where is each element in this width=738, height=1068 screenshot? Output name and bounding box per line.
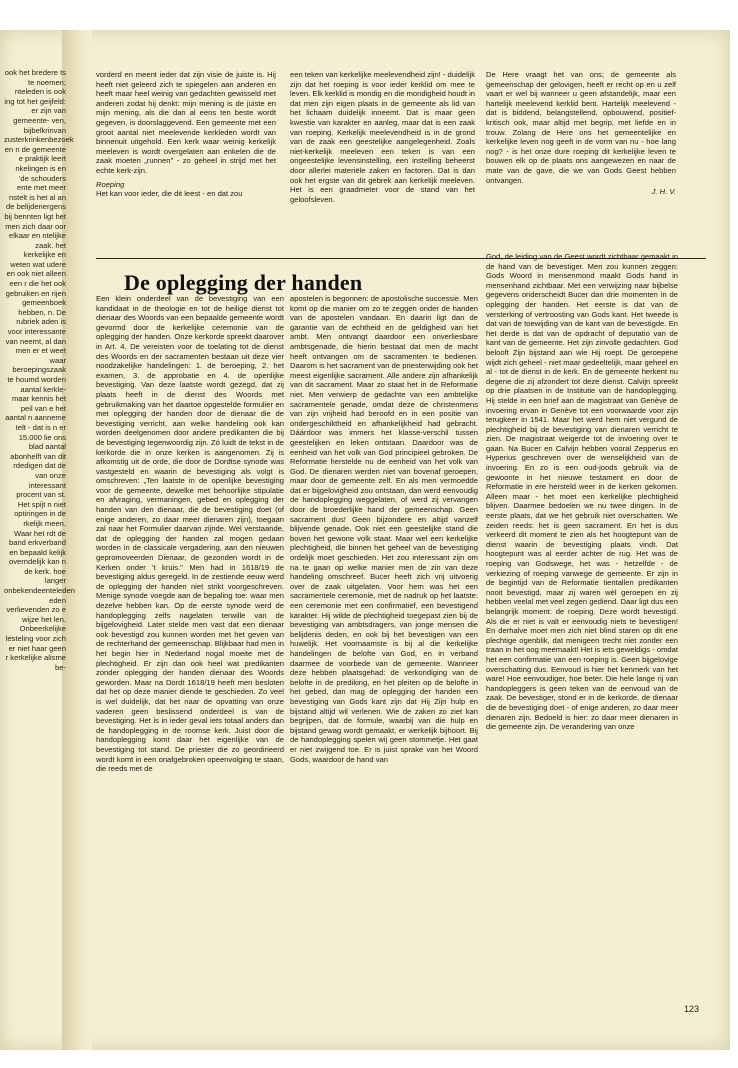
signature: J. H. V. bbox=[651, 187, 676, 197]
magazine-page bbox=[0, 30, 730, 1050]
article-column-3 bbox=[486, 252, 678, 1010]
top-column-2-text: een teken van kerkelijke meelevendheid zijn! - duidelijk zijn dat het roeping is voor ieder kerklid om mee te leven. Elk kerklid is mondig en die mondigheid houdt in dat men zijn eigen plaats in de gemeente als lid van het lichaam duidelijk inneemt. Dat is maar geen kwestie van karakter en aanleg, maar dat is een zaak van roeping. Kerkelijk meelevendheid is in de grond van de zaak een geestelijke aangelegenheid. Zoals niet-kerkelijk meeleven een teken is van een ongeestelijke levensinstelling, een instelling beheerst door allerlei materiële zaken en factoren. Dat is dan ook het ergste van dit gebrek aan kerkelijk meeleven. Het is een graadmeter voor de stand van het geloofsleven. bbox=[290, 70, 475, 204]
article-column-2 bbox=[290, 294, 478, 1010]
facing-page-text-body: ook het bredere ts te noemen; nteleden is ook ing tot het geijfeld: er zijn van gemeente- ven, bijbelkrinvan zusterkrinkenbezoek en n de gemeente e praktijk leert nkelingen is en 'de schouders ente met meer nstelt is het al an de belijdenergens bij bennten ligt het men zich daar oor elkaar en ntelijke zaak. het kerkelijke en weten wat udere en ook niet alleen een r die het ook gebruiken en rijen gemeenboek hebben, n. De rubriek aden is voor interessante van neemt, al dan men er et weet waar beroepingszaak te houmd worden aantal kerkle- maar kennis het peil van e het aantal n aanneme telt - dat is n er 15.000 lie ons blad aantal abonhelft van dit rdedigen dat de van onze interessant procent van st. Het spijt n niet optiringen in de rkelijk meen. Waar het rdt de band erkverband en bepaald kelijk overndelijk kan n de kerk. hoe langer onbekendeenteleden eden verlievenden zo e wijze het len. Onbeerkelijke lesteling voor zich er niet haar geen r kerkelijke alisme be- bbox=[4, 68, 75, 672]
page-number: 123 bbox=[684, 1004, 700, 1014]
article-column-1-text: Een klein onderdeel van de bevestiging van een kandidaat in de theologie en tot de heilige dienst tot dienaar des Woords van een bepaalde gemeente wordt gevormd door de kerkelijke ceremonie van de oplegging der handen. Onze kerkorde spreekt daarover in Art. 4. De vereisten voor de toelating tot de dienst des Woords en der sacramenten bestaan uit deze vier noodzakelijke handelingen: 1. de beroeping, 2. het examen, 3. de approbatie en 4. de openlijke bevestiging. Van deze laatste wordt gezegd, dat zij plaats heeft in de dienst des Woords met gebruikmaking van het daartoe opgestelde formulier en met oplegging der handen door de dienaar die de bevestiging verricht, aan welke handeling ook kan worden deelgenomen door andere predikanten die bij de bevestiging tegenwoordig zijn. Zó luidt de tekst in de kerkorde die in onze kerken is aangenomen. Zij is afkomstig uit de orde, die door de Dordtse synode was vastgesteld en waarin de bevestiging als volgt is omschreven: „Ten laatste in de openlijke bevestiging voor de gemeente, dewelke met behoorlijke stipulatie en afvraging, vermaningen, gebed en oplegging der handen van den dienaar, die de bevestiging doet (of enige anderen, zo daar meer dienaren zijn), toegaan zal naar het Formulier daarvan zijnde. Wel verstaande, dat de oplegging der handen zal mogen gedaan worden in de classicale vergadering, aan den nieuwen gepromoveerden Dienaar, de gezonden wordt in de Kerken onder 't kruis.'' Men had in 1618/19 de bevestiging aldus geregeld. In de zestiende eeuw werd de oplegging der handen niet strikt voorgeschreven. Menige synode voegde aan de bepaling toe: waar men dezelve hebben kan. Op de eerste synode werd de handoplegging zelfs nagelaten terwille van de bijgelovigheid. Later stelde men vast dat een dienaar ook bevestigd zou kunnen worden met het geven van de rechterhand der gemeenschap. Blijkbaar had men in het begin hier in Nederland nogal moeite met de plechtigheid. Er zijn dan ook heel wat predikanten zonder oplegging der handen dienaar des Woords geworden. Maar na Dordt 1618/19 heeft men besloten dat het op deze manier diende te geschieden. Zo veel is wel duidelijk, dat het naar de opvatting van onze vaderen geen beslissend onderdeel is van de bevestiging. Het is in ieder geval iets totaal anders dan de handoplegging in de roomse kerk. Juist door die handoplegging komt daar het eigenlijke van de bevestiging tot stand. De priester die zo geordineerd wordt komt in een onafgebroken opeenvolging te staan, die reeds met de bbox=[96, 294, 284, 774]
article-column-2-text: apostelen is begonnen: de apostolische successie. Men komt op die manier om zo te zeggen onder de handen van de apostelen vandaan. En daarin ligt dan de garantie van de echtheid en de geldigheid van het ambt. Men ontvangt daardoor een onverliesbare ambtsgenade, die hierin bestaat dat men de macht heeft ontvangen om de sacramenten te bedienen. Daarom is het sacrament van de priesterwijding ook het meest eigenlijke sacrament. Alle andere zijn afhankelijk van dit sacrament. Maar zo staat het in de Reformatie niet. Men verwierp de gedachte van een ambtelijke sacramentele genade, omdat deze de christenmens van zijn vrijheid had beroofd en in een positie van ondergeschiktheid en afhankelijkheid had gebracht. Dáárdoor was immers het klasse-verschil tussen geestelijken en leken ontstaan. Daardoor was de eenheid van het volk van God principieel gebroken. De Reformatie herstelde nu de eenheid van het volk van God. De dienaren werden niet van bovenaf geroepen, maar door de gemeente zelf. En als men vermoedde dat er bijgelovigheid zou ontstaan, dan werd eenvoudig de handoplegging weggelaten, of werd zij vervangen door de broederlijke hand der gemeenschap. Geen sacrament dus! Geen bijzondere en altijd vanzelf blijvende genade. Ook niet een geestelijke stand die boven het gewone volk staat. Maar wel een kerkelijke plechtigheid, die binnen het geheel van de bevestiging ordelijk moet geschieden. Het zou interessant zijn om na te gaan op welke manier men de zin van deze handeling omschreef. Bucer heeft zich vrij uitvoerig over de zaak uitgelaten. Voor hem was het een sacramentele ceremonie, met de nadruk op het laatste: een ceremonie met een confirmatief, een bevestigend karakter. Hij wilde de plechtigheid toegepast zien bij de bevestiging van ambtsdragers, van jonge mensen die belijdenis deden, en ook bij het bevestigen van een huwelijk. Het voornaamste is bij al die kerkelijke handelingen de belofte van God, en in verband daarmee de voorbede van de gemeente. Wanneer deze hebben plaatsgehad: de verkondiging van de belofte in de prediking, en het pleiten op de belofte in het gebed, dan mag de oplegging der handen een bevestiging van Gods kant zijn dat Hij Zijn hulp en bijstand altijd wil verlenen. Wie de zaken zo ziet kan begrijpen, dat de formule, waarbij van die hulp en bijstand gewag wordt gemaakt, er werkelijk bijhoort. Bij de handoplegging spelen wij geen stommetje. Het gaat er niet zwijgend toe. Er is juist sprake van het Woord Gods, waardoor de hand van bbox=[290, 294, 478, 764]
article-column-1 bbox=[96, 294, 284, 1010]
top-column-2 bbox=[290, 70, 475, 280]
top-column-1-text: vorderd en meent ieder dat zijn visie de juiste is. Hij heeft niet geleerd zich te spiegelen aan anderen en heeft maar heel weinig van gedachten gewisseld met anderen zodat hij denkt: mijn mening is de juiste en mijn mening, als die dan al eens ten beste wordt gegeven, is doorslaggevend. Een gemeente met een groot aantal niet meelevende kerkleden wordt van binnenuit uitgehold. Een kerk waar weinig kerkelijk meeleven is wordt overgelaten aan enkelen die de zaak moeten „runnen'' - zo geheel in strijd met het echte kerk-zijn. bbox=[96, 70, 276, 175]
top-column-1-tail: Het kan voor ieder, die dit leest - en dat zou bbox=[96, 189, 243, 199]
facing-page-text bbox=[4, 68, 75, 672]
article-title: De oplegging der handen bbox=[124, 270, 363, 295]
top-column-3-text: De Here vraagt het van ons; de gemeente als gemeenschap der gelovigen, heeft er recht op en u zelf vaart er wel bij wanneer u geen afstandelijk, maar een hartelijk meelevend kerklid bent. Hartelijk meelevend - dat is biddend, belangstellend, opbouwend, positief-kritisch ook, maar altijd met begrip, met liefde en in trouw. Zolang de Here ons het gemeentelijke en kerkelijke leven nog geeft in de vorm van nu - hoe lang nog? - is het onze dure roeping dit kerkelijke leven te bouwen elk op de plaats ons aangewezen en naar de mate van de gave, die we van Gods Geest hebben ontvangen. bbox=[486, 70, 676, 185]
top-column-3 bbox=[486, 70, 676, 280]
page-gutter bbox=[62, 30, 92, 1050]
article-column-3-text: God, de leiding van de Geest wordt zichtbaar gemaakt in de hand van de bevestiger. Men zou kunnen zeggen: Gods Woord in mensenmond maakt Gods hand in mensenhand zichtbaar. Met een verwijzing naar bijbelse gegevens onderscheidt Bucer dan drie momenten in de oplegging der handen. Het eerste is dat van de versterking of vertroosting van Gods kant. Het tweede is dat van de toewijding van de kant van de bevestigde. En het derde is dat van de opdracht of deputatio van de kant van de gemeente. Het zijn zinvolle gedachten. God belooft Zijn bijstand aan wie Hij roept. De geroepene wijdt zich geheel - niet maar gedeeltelijk, maar geheel en al - tot de dienst in de kerk. En de gemeente herkent nu degene die zij afzondert tot deze dienst. Calvijn spreekt op drie plaatsen in de Institutie van de handoplegging. Hij stelde in een brief aan de magistraat van Genève de invoering ervan in Genève tot een voorwaarde voor zijn terugkeer in 1541. Maar het werd hem niet vergund de plechtigheid bij de bevestiging van dienaren verricht te zien. De magistraat weigerde tot de invoering over te gaan. Na Bucer en Calvijn hebben vooral Zepperus en Hyperius geschreven over de wenselijkheid van de invoering. En zo is een oud-joods gebruik via de gewoonte in het nieuwe testament en door de Reformatie in ere hersteld weer in de kerken gekomen. Alleen maar - het moet een kerkelijke plechtigheid blijven. Daarmee bedoelen we nu twee dingen. In de eerste plaats, dat we het gebruik niet overschatten. We zeiden reeds: het is geen sacrament. En het is dus verkeerd dit moment te zien als het hoogtepunt van de dienst waarin de bevestiging plaats vindt. Dat hoogtepunt was al eerder achter de rug. Het was de roeping van Godswege, het was - hetzelfde - de verkiezing of roeping vanwege de gemeente. Er zijn in de begintijd van de Reformatie tientallen predikanten nooit bevestigd, maar zij waren wèl geroepen en zij hebben veelal met veel zegen gediend. Daar ligt dus een belangrijk moment: de roeping. Deze wordt bevestigd. Als die er niet is valt er eenvoudig niets te bevestigen! En derhalve moet men zich niet blind staren op dit ene plechtige ogenblik, dat menigeen trecht niet zonder een traan in het oog meemaakt! Het is iets geweldigs - omdat het een confirmatie van een roeping is. Geen bijgelovige overschatting dus. Eenvoud is hier het kenmerk van het ware! Hoe eenvoudiger, hoe beter. Die hele lange rij van handopleggers is geen teken van de eenvoud van de zaak. De bevestiger, stond er in de kerkorde, de dienaar die de bevestiging doet - of enige anderen, zo daar meer dienaren zijn. Bedoeld is hier: zo daar meer dienaren in die gemeente zijn. De verandering van onze bbox=[486, 252, 678, 732]
subheading-roeping: Roeping bbox=[96, 179, 125, 189]
top-column-1 bbox=[96, 70, 276, 280]
